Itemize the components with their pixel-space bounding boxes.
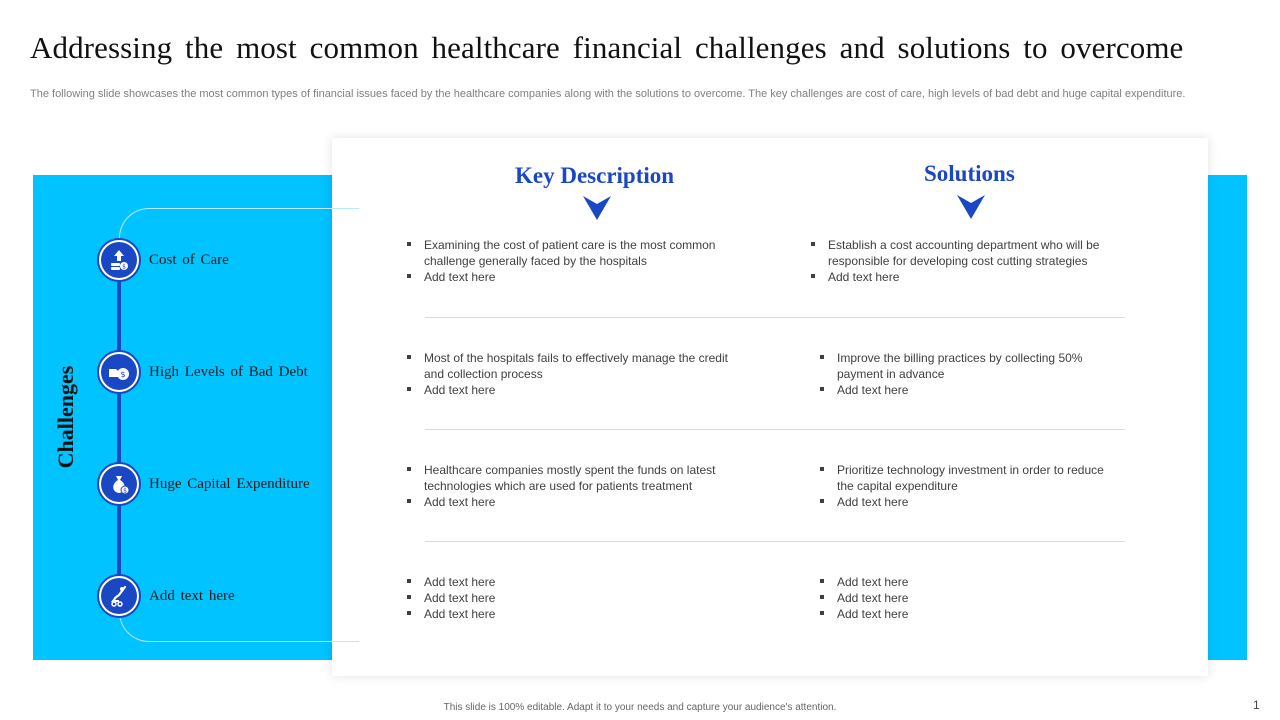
capital-expenditure-node: [97, 462, 141, 506]
money-growth-icon: [107, 248, 131, 272]
timeline-line: [117, 262, 121, 598]
chevron-down-icon: [957, 195, 985, 219]
list-item: Add text here: [406, 574, 706, 590]
list-item: Add text here: [819, 494, 1119, 510]
solutions-list: [819, 574, 1119, 622]
solutions-list: [819, 462, 1119, 510]
challenge-label: High Levels of Bad Debt: [149, 364, 308, 380]
svg-text:$: $: [123, 487, 127, 495]
page-number: 1: [1253, 698, 1260, 712]
timeline-arc: [119, 208, 359, 642]
cost-of-care-node: [97, 238, 141, 282]
chevron-down-icon: [583, 196, 611, 220]
svg-text:$: $: [120, 370, 126, 379]
bad-debt-node: [97, 350, 141, 394]
list-item: Add text here: [819, 382, 1129, 398]
key-description-heading: Key Description: [515, 163, 675, 188]
patient-wheelchair-icon: [107, 584, 131, 608]
list-item: Establish a cost accounting department who will be responsible for developing cost cutting strategies: [810, 237, 1140, 269]
list-item: Add text here: [406, 494, 761, 510]
list-item: Prioritize technology investment in order to reduce the capital expenditure: [819, 462, 1119, 494]
svg-text:$: $: [122, 263, 126, 271]
list-item: Add text here: [406, 382, 751, 398]
list-item: Add text here: [406, 606, 706, 622]
description-list: [406, 237, 751, 285]
list-item: Add text here: [819, 590, 1119, 606]
bad-debt-icon: [107, 360, 131, 384]
list-item: Add text here: [406, 269, 751, 285]
list-item: Add text here: [819, 574, 1119, 590]
row-divider: [425, 317, 1125, 318]
list-item: Add text here: [819, 606, 1119, 622]
description-list: [406, 350, 751, 398]
list-item: Healthcare companies mostly spent the funds on latest technologies which are used for patients treatment: [406, 462, 761, 494]
list-item: Most of the hospitals fails to effectively manage the credit and collection process: [406, 350, 751, 382]
solutions-list: [819, 350, 1129, 398]
list-item: Add text here: [406, 590, 706, 606]
list-item: Add text here: [810, 269, 1140, 285]
add-text-node: [97, 574, 141, 618]
list-item: Improve the billing practices by collecting 50% payment in advance: [819, 350, 1129, 382]
slide-subtitle: The following slide showcases the most common types of financial issues faced by the healthcare companies along with the solutions to overcome. The key challenges are cost of care, high levels of bad debt and huge capital expenditure.: [30, 88, 1186, 100]
list-item: Examining the cost of patient care is the most common challenge generally faced by the hospitals: [406, 237, 751, 269]
challenge-label: Huge Capital Expenditure: [149, 476, 310, 492]
description-list: [406, 574, 706, 622]
challenges-label: Challenges: [53, 365, 78, 469]
solutions-list: [810, 237, 1140, 285]
solutions-heading: Solutions: [924, 161, 1015, 186]
money-bag-icon: [107, 472, 131, 496]
slide-title: Addressing the most common healthcare financial challenges and solutions to overcome: [30, 30, 1184, 65]
row-divider: [425, 429, 1125, 430]
slide-footer: This slide is 100% editable. Adapt it to your needs and capture your audience's attention.: [443, 702, 837, 713]
challenge-label: Add text here: [149, 588, 235, 604]
row-divider: [425, 541, 1125, 542]
description-list: [406, 462, 761, 510]
challenge-label: Cost of Care: [149, 252, 229, 268]
